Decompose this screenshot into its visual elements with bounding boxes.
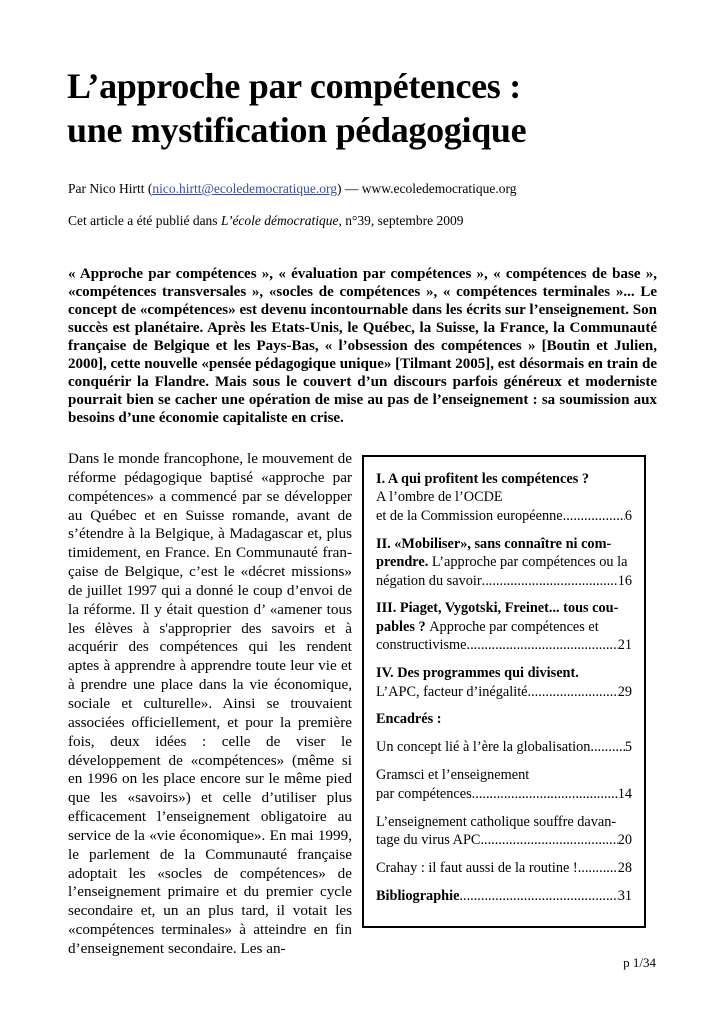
toc-page-number: 21: [617, 637, 632, 654]
intro-paragraph: « Approche par compétences », « évaluation par compétences », « compétences de base », «compétences transversales », «socles de compétences », « compétences terminales »... Le concept de «compétences» est devenu incontournable dans les écrits sur l’enseignement. Son succès est planétaire. Après les Etats-Unis, le Québec, la Suisse, la France, la Communauté française de Belgique et les Pays-Bas, « l’obsession des compétences » [Boutin et Julien, 2000], cette nouvelle «pensée pédagogique unique» [Tilmant 2005], est désormais en train de conquérir la Flandre. Mais sous le couvert d’un discours parfois généreux et moderniste pourrait bien se cacher une opération de mise au pas de l’enseignement : sa soumission aux besoins d’une économie capitaliste en crise.: [68, 266, 657, 426]
toc-entry: [376, 710, 632, 728]
toc-text-segment: IV. Des programmes qui divisent.: [376, 665, 579, 682]
toc-entry: [376, 738, 632, 756]
toc-dot-leader: [480, 831, 617, 849]
toc-entry-lastline: [376, 572, 632, 590]
toc-page-number: 29: [617, 683, 632, 700]
toc-dot-leader: [528, 683, 618, 701]
page-number: p 1/34: [623, 955, 656, 970]
toc-entry-label: [376, 887, 459, 905]
toc-entry-lastline: [376, 507, 632, 525]
toc-entry-label: [376, 636, 467, 654]
toc-entry-lastline: [376, 785, 632, 803]
toc-entry-label: [376, 859, 578, 877]
toc-entry-line: [376, 488, 632, 506]
toc-dot-leader: [578, 859, 618, 877]
toc-text-segment: L’enseignement catholique souffre davan-: [376, 813, 617, 830]
publication-suffix: , n°39, septembre 2009: [338, 213, 464, 228]
byline: [68, 181, 628, 197]
toc-page-number: 5: [624, 739, 632, 756]
toc-entry-label: [376, 831, 480, 849]
toc-dot-leader: [472, 785, 618, 803]
toc-text-segment: tage du virus APC: [376, 832, 481, 848]
toc-text-segment: et de la Commission européenne.: [376, 507, 567, 524]
toc-text-segment: pables ?: [376, 618, 430, 635]
toc-entry-lastline: [376, 859, 632, 877]
article-title-line1: L’approche par compétences :: [67, 66, 521, 106]
toc-entry-lastline: [376, 738, 632, 756]
toc-entry-line: [376, 766, 632, 784]
toc-entry-line: [376, 664, 632, 682]
toc-text-segment: constructivisme: [376, 637, 467, 654]
article-title-line2: une mystification pédagogique: [67, 110, 527, 150]
toc-text-segment: L’APC, facteur d’inégalité: [376, 683, 528, 700]
toc-entry-label: [376, 738, 590, 756]
toc-text-segment: II. «Mobiliser», sans connaître ni com-: [376, 535, 612, 552]
body-text-column: Dans le monde francophone, le mouvement de réforme pédagogique baptisé «approche par compétences» a commencé par se développer au Québec et en Suisse romande, avant de s’étendre à la Belgique, à Madagascar et, plus timidement, en France. En Communauté française de Belgique, c’est le «décret missions» de juillet 1997 qui a donné le coup d’envoi de la réforme. Il y était question d’ «amener tous les élèves à s'approprier des savoirs et à acquérir des compétences qui les rendent aptes à apprendre à apprendre toute leur vie et à prendre une place dans la vie économique, sociale et culturelle». Ainsi se trouvaient associées officiellement, et pour la première fois, deux idées : celle de viser le développement de «compétences» (même si en 1996 on les place encore sur le même pied que les «savoirs») et celle d’utiliser plus efficacement l’enseignement obligatoire au service de la «vie économique». En mai 1999, le parlement de la Communauté française adoptait les «socles de compétences» de l’enseignement primaire et du premier cycle secondaire et, un an plus tard, il votait les «compétences terminales» à atteindre en fin d’enseignement secondaire. Les an-: [68, 450, 352, 957]
toc-entry-label: [376, 572, 482, 590]
toc-entry-line: [376, 599, 632, 617]
publication-note: [68, 213, 628, 229]
toc-entry-lastline: [376, 683, 632, 701]
toc-entry-line: [376, 553, 632, 571]
journal-name: L’école démocratique: [220, 213, 339, 228]
toc-dot-leader: [467, 636, 618, 654]
toc-entry-line: [376, 535, 632, 553]
toc-entry-line: [376, 813, 632, 831]
toc-dot-leader: [566, 507, 625, 525]
toc-dot-leader: [482, 572, 618, 590]
publication-prefix: Cet article a été publié dans: [68, 213, 221, 228]
toc-entry-label: [376, 683, 528, 701]
byline-prefix: Par Nico Hirtt (: [68, 181, 153, 196]
toc-entry-line: [376, 618, 632, 636]
toc-entry: [376, 535, 632, 590]
toc-entry: [376, 887, 632, 905]
toc-text-segment: A l’ombre de l’OCDE: [376, 489, 503, 506]
toc-page-number: 28: [617, 859, 632, 876]
toc-text-segment: Encadrés :: [376, 711, 442, 728]
toc-entry: [376, 766, 632, 803]
toc-page-number: 14: [617, 785, 632, 802]
toc-text-segment: négation du savoir: [376, 572, 482, 589]
toc-text-segment: Bibliographie: [376, 887, 460, 904]
toc-page-number: 20: [617, 832, 632, 848]
toc-page-number: 31: [617, 887, 632, 904]
toc-text-segment: prendre.: [376, 554, 432, 571]
toc-entry-lastline: [376, 636, 632, 654]
toc-box: [362, 455, 646, 928]
toc-text-segment: Un concept lié à l’ère la globalisation: [376, 739, 591, 756]
toc-text-segment: I. A qui profitent les compétences ?: [376, 471, 589, 487]
toc-text-segment: L’approche par compétences ou la: [431, 554, 628, 571]
toc-entry: [376, 470, 632, 525]
toc-text-segment: par compétences: [376, 785, 472, 802]
toc-entry-line: [376, 470, 632, 488]
toc-dot-leader: [459, 887, 617, 905]
toc-page-number: 6: [624, 507, 632, 524]
toc-entry: [376, 664, 632, 701]
byline-suffix: ) — www.ecoledemocratique.org: [336, 181, 517, 196]
toc-entry-lastline: [376, 887, 632, 905]
toc-entry-lastline: [376, 831, 632, 849]
toc-text-segment: Gramsci et l’enseignement: [376, 767, 530, 784]
toc-text-segment: Crahay : il faut aussi de la routine !: [376, 859, 578, 876]
toc-page-number: 16: [617, 572, 632, 589]
toc-entry-line: [376, 710, 632, 728]
author-email-link[interactable]: nico.hirtt@ecoledemocratique.org: [152, 181, 337, 196]
article-title: [67, 64, 627, 152]
toc-entry-label: [376, 785, 472, 803]
toc-dot-leader: [590, 738, 624, 756]
toc-text-segment: Approche par compétences et: [429, 618, 599, 635]
toc-entry: [376, 859, 632, 877]
toc-entry: [376, 599, 632, 654]
toc-entry: [376, 813, 632, 850]
toc-text-segment: III. Piaget, Vygotski, Freinet... tous cou-: [376, 600, 619, 617]
toc-entry-label: [376, 507, 566, 525]
